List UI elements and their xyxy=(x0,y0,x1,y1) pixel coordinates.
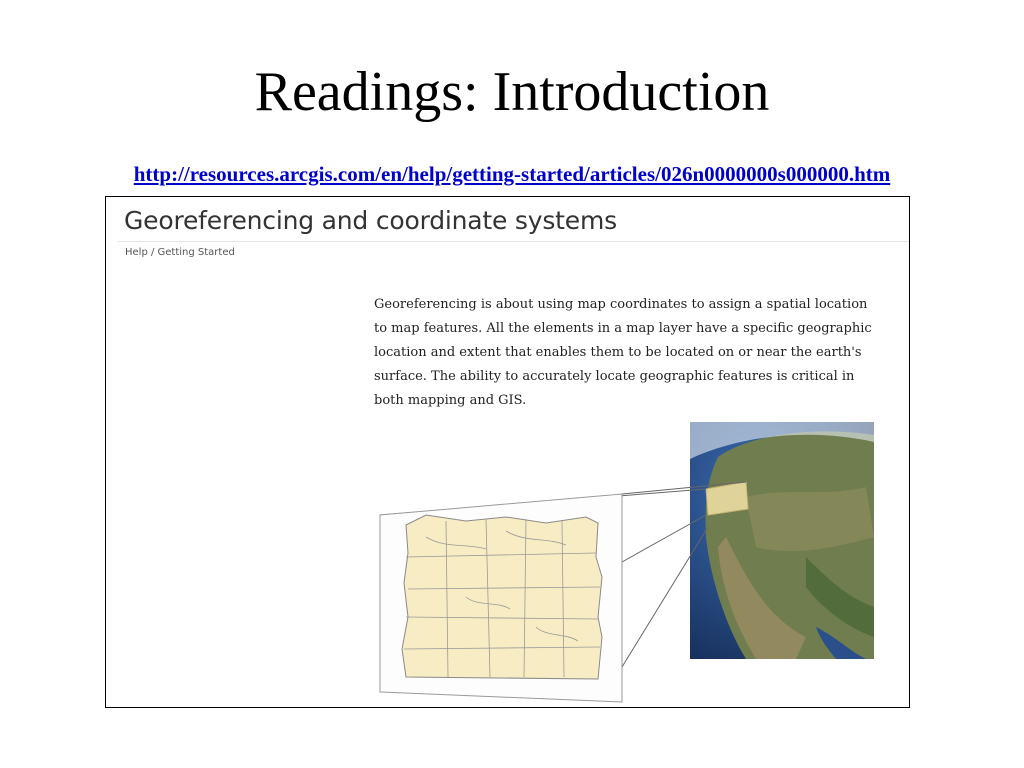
article-screenshot xyxy=(105,196,910,708)
georeferencing-figure xyxy=(106,197,909,707)
globe-image xyxy=(690,422,874,659)
oregon-county-map xyxy=(402,515,602,679)
slide-title: Readings: Introduction xyxy=(254,61,770,123)
breadcrumb: Help / Getting Started xyxy=(125,247,235,258)
article-paragraph: Georeferencing is about using map coordinates to assign a spatial location to map features. All the elements in a map layer have a specific geographic location and extent that enables them to be located on or near the earth's surface. The ability to accurately locate geographic features is critical in both mapping and GIS. xyxy=(374,297,872,408)
article-url-link[interactable]: http://resources.arcgis.com/en/help/getting-started/articles/026n0000000s000000.htm xyxy=(133,162,891,186)
article-heading: Georeferencing and coordinate systems xyxy=(124,206,617,235)
